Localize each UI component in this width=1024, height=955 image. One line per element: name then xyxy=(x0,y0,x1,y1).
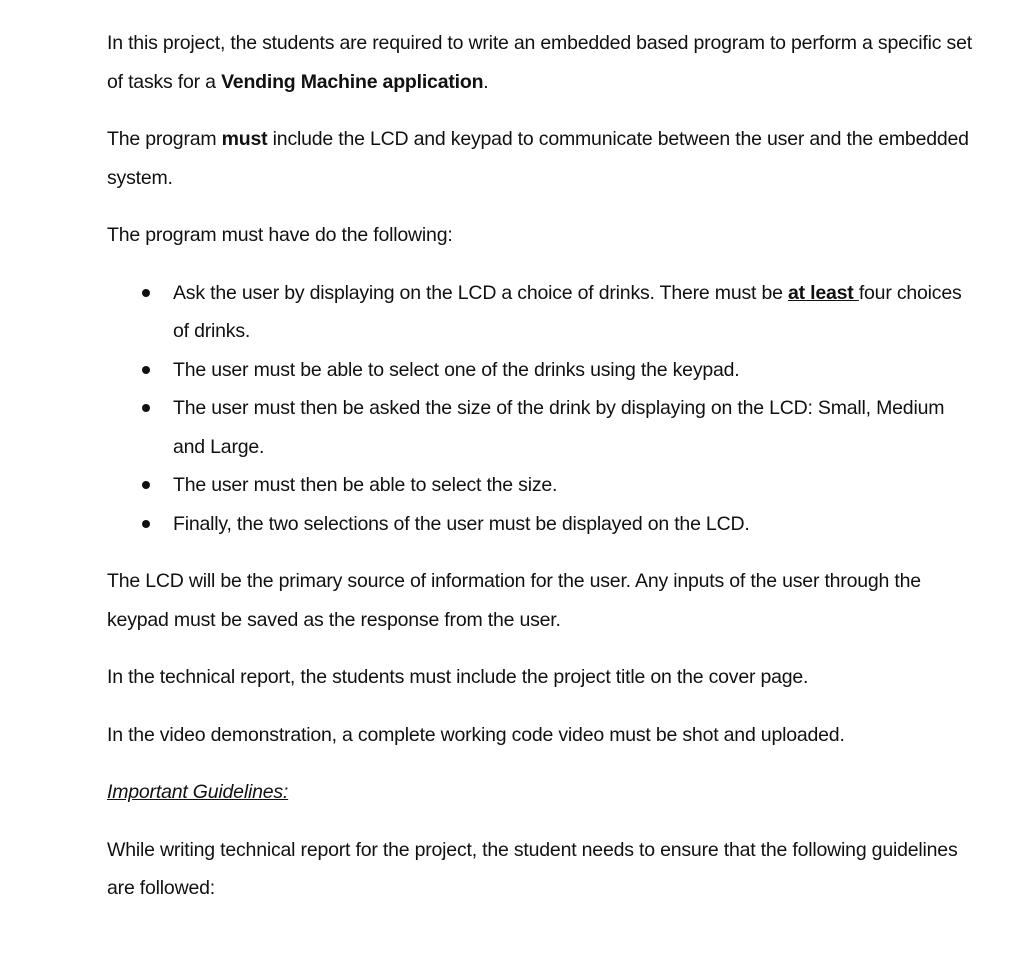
requirement-text-end: include the LCD and keypad to communicate between the user and the embedded system. xyxy=(107,128,969,189)
requirement-emphasis: must xyxy=(221,128,268,150)
report-paragraph: In the technical report, the students must include the project title on the cover page. xyxy=(107,666,809,688)
bullet-icon xyxy=(142,481,150,489)
intro-text: In this project, the students are required to write an embedded based program to perform a specific set of tasks for a xyxy=(107,32,972,93)
task-list xyxy=(107,274,977,544)
list-item xyxy=(107,274,977,351)
list-item-text: The user must then be able to select the size. xyxy=(173,474,558,496)
section-heading xyxy=(107,773,977,812)
requirement-text-start: The program xyxy=(107,128,222,150)
list-item xyxy=(107,351,977,390)
list-item-emphasis: at least xyxy=(787,281,859,304)
list-item-text-end: four choices of drinks. xyxy=(173,281,962,342)
intro-paragraph xyxy=(107,24,977,101)
requirement-paragraph xyxy=(107,120,977,197)
lcd-info-paragraph: The LCD will be the primary source of information for the user. Any inputs of the user through the keypad must be saved as the response from the user. xyxy=(107,570,921,631)
list-item xyxy=(107,389,977,466)
list-item-text-start: Ask the user by displaying on the LCD a choice of drinks. There must be xyxy=(173,281,788,304)
guidelines-heading: Important Guidelines: xyxy=(107,781,289,803)
project-name: Vending Machine application xyxy=(221,70,484,93)
list-item xyxy=(107,505,977,544)
list-item xyxy=(107,466,977,505)
task-intro-paragraph: The program must have do the following: xyxy=(107,224,453,246)
bullet-icon xyxy=(142,520,150,528)
bullet-icon xyxy=(142,404,150,412)
guidelines-paragraph: While writing technical report for the project, the student needs to ensure that the following guidelines are followed: xyxy=(107,838,958,899)
bullet-icon xyxy=(142,289,150,297)
video-paragraph: In the video demonstration, a complete working code video must be shot and uploaded. xyxy=(107,723,845,746)
list-item-text: The user must then be asked the size of the drink by displaying on the LCD: Small, Medium and Large. xyxy=(173,397,945,458)
list-item-text: The user must be able to select one of the drinks using the keypad. xyxy=(173,358,740,381)
bullet-icon xyxy=(142,366,150,374)
intro-period: . xyxy=(483,70,489,93)
document-page xyxy=(107,24,977,927)
list-item-text: Finally, the two selections of the user must be displayed on the LCD. xyxy=(173,512,750,535)
